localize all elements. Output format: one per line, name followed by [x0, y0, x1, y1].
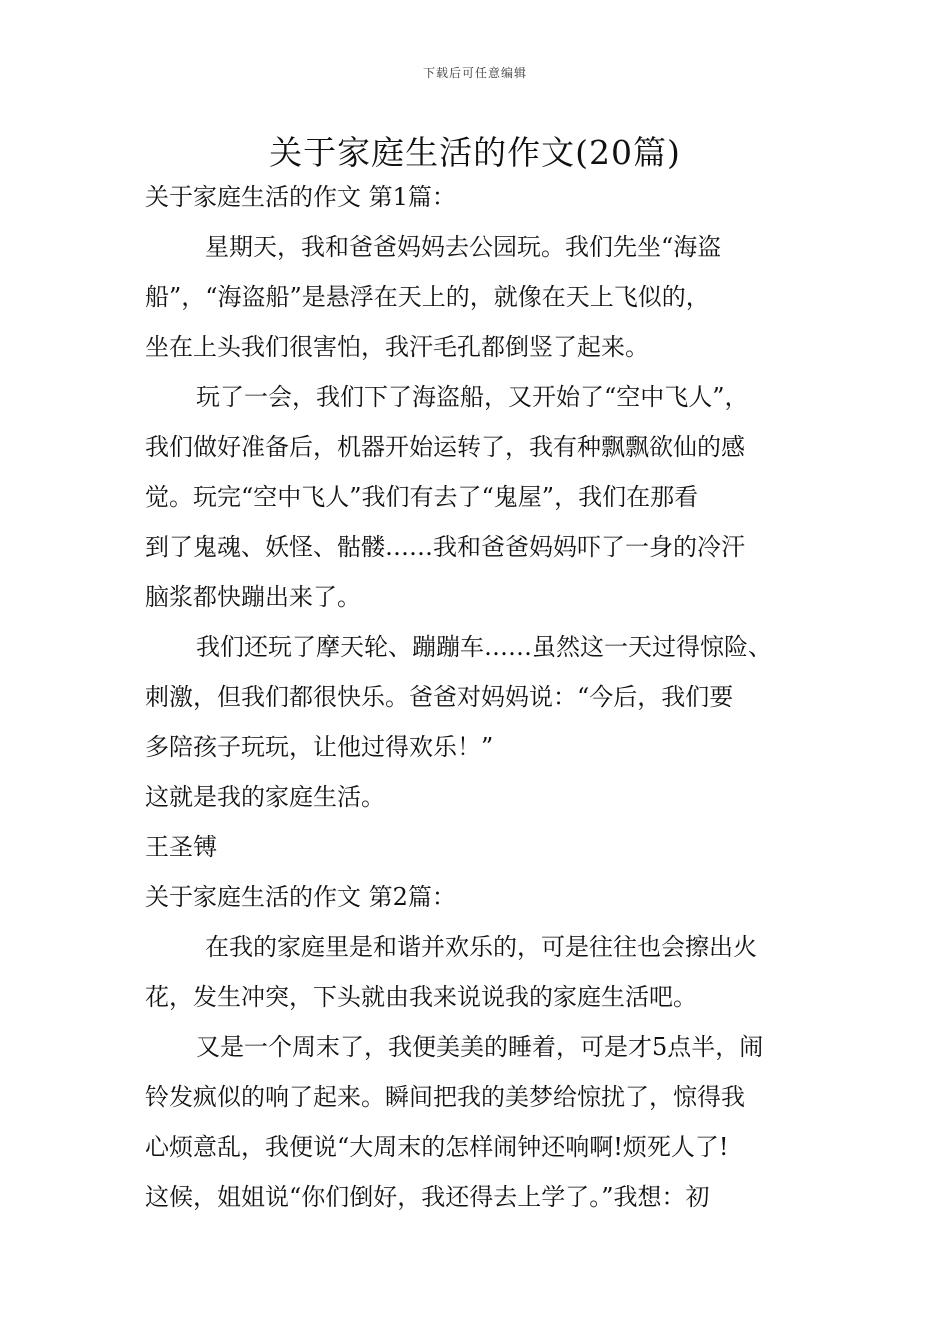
author-name: 王圣镈	[145, 833, 217, 861]
section-heading: 关于家庭生活的作文 第1篇：	[145, 183, 456, 211]
text-line: 我们还玩了摩天轮、蹦蹦车……虽然这一天过得惊险、	[196, 633, 772, 661]
text-line: 坐在上头我们很害怕，我汗毛孔都倒竖了起来。	[145, 333, 649, 361]
text-line: 脑浆都快蹦出来了。	[145, 583, 361, 611]
text-line: 在我的家庭里是和谐并欢乐的，可是往往也会擦出火	[205, 933, 757, 961]
text-line: 又是一个周末了，我便美美的睡着，可是才5点半，闹	[196, 1033, 764, 1061]
text-line: 花，发生冲突，下头就由我来说说我的家庭生活吧。	[145, 983, 697, 1011]
paragraph: 这就是我的家庭生活。	[145, 783, 385, 811]
document-title: 关于家庭生活的作文(20篇)	[269, 133, 681, 172]
header-note: 下载后可任意编辑	[422, 66, 527, 80]
paragraph	[145, 222, 827, 372]
text-line: 多陪孩子玩玩，让他过得欢乐！”	[145, 733, 494, 761]
text-line: 到了鬼魂、妖怪、骷髅……我和爸爸妈妈吓了一身的冷汗	[145, 533, 745, 561]
text-line: 我们做好准备后，机器开始运转了，我有种飘飘欲仙的感	[145, 433, 745, 461]
document-body	[145, 172, 827, 1222]
section-heading: 关于家庭生活的作文 第2篇：	[145, 883, 456, 911]
paragraph	[145, 622, 827, 772]
paragraph	[145, 372, 827, 622]
text-line: 玩了一会，我们下了海盗船，又开始了“空中飞人”，	[196, 383, 749, 411]
text-line: 心烦意乱，我便说“大周末的怎样闹钟还响啊!烦死人了!	[145, 1133, 729, 1161]
text-line: 星期天，我和爸爸妈妈去公园玩。我们先坐“海盗	[205, 233, 722, 261]
text-line: 这候，姐姐说“你们倒好，我还得去上学了。”我想：初	[145, 1183, 710, 1211]
paragraph	[145, 1022, 827, 1222]
text-line: 船”，“海盗船”是悬浮在天上的，就像在天上飞似的，	[145, 283, 710, 311]
text-line: 刺激，但我们都很快乐。爸爸对妈妈说：“今后，我们要	[145, 683, 734, 711]
text-line: 觉。玩完“空中飞人”我们有去了“鬼屋”，我们在那看	[145, 483, 699, 511]
paragraph	[145, 922, 827, 1022]
text-line: 铃发疯似的响了起来。瞬间把我的美梦给惊扰了，惊得我	[145, 1083, 745, 1111]
